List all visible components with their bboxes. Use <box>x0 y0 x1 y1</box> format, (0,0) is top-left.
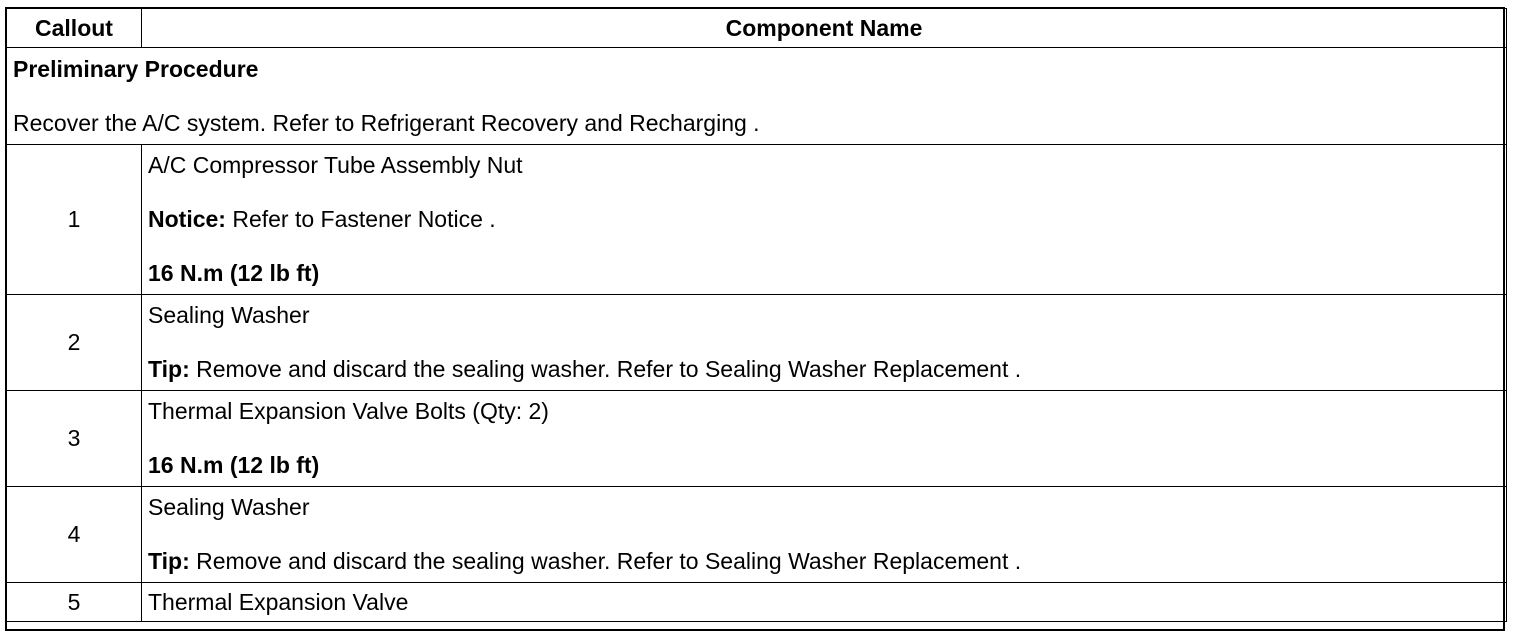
torque-spec: 16 N.m (12 lb ft) <box>148 452 320 478</box>
component-name: Thermal Expansion Valve Bolts (Qty: 2) <box>148 398 549 424</box>
tip-label: Tip: <box>148 548 190 574</box>
tip-line <box>148 548 1500 575</box>
torque-spec: 16 N.m (12 lb ft) <box>148 260 320 286</box>
tip-text: Remove and discard the sealing washer. Refer to Sealing Washer Replacement . <box>189 356 1022 382</box>
callout-column-header: Callout <box>7 9 142 48</box>
callout-number: 3 <box>7 391 142 487</box>
preliminary-procedure-cell <box>7 48 1507 145</box>
notice-line <box>148 206 1500 233</box>
preliminary-procedure-row <box>7 48 1507 145</box>
tip-label: Tip: <box>148 356 190 382</box>
table-row <box>7 487 1507 583</box>
callout-number: 2 <box>7 295 142 391</box>
table-row <box>7 583 1507 622</box>
component-cell <box>142 295 1507 391</box>
callout-number: 1 <box>7 145 142 295</box>
component-cell <box>142 583 1507 622</box>
table-header-row <box>7 9 1507 48</box>
procedure-table <box>6 8 1507 622</box>
tip-line <box>148 356 1500 383</box>
notice-text: Refer to Fastener Notice . <box>225 206 496 232</box>
notice-label: Notice: <box>148 206 226 232</box>
component-name: A/C Compressor Tube Assembly Nut <box>148 152 523 178</box>
callout-number: 4 <box>7 487 142 583</box>
preliminary-procedure-text: Recover the A/C system. Refer to Refrigerant Recovery and Recharging . <box>13 109 760 136</box>
component-name: Thermal Expansion Valve <box>148 588 409 615</box>
component-cell <box>142 145 1507 295</box>
preliminary-procedure-title: Preliminary Procedure <box>13 55 259 82</box>
component-cell <box>142 487 1507 583</box>
component-cell <box>142 391 1507 487</box>
table-row <box>7 391 1507 487</box>
component-name: Sealing Washer <box>148 302 310 328</box>
component-name: Sealing Washer <box>148 494 310 520</box>
component-name-column-header: Component Name <box>142 9 1507 48</box>
table-row <box>7 145 1507 295</box>
callout-number: 5 <box>7 583 142 622</box>
table-row <box>7 295 1507 391</box>
tip-text: Remove and discard the sealing washer. Refer to Sealing Washer Replacement . <box>189 548 1022 574</box>
